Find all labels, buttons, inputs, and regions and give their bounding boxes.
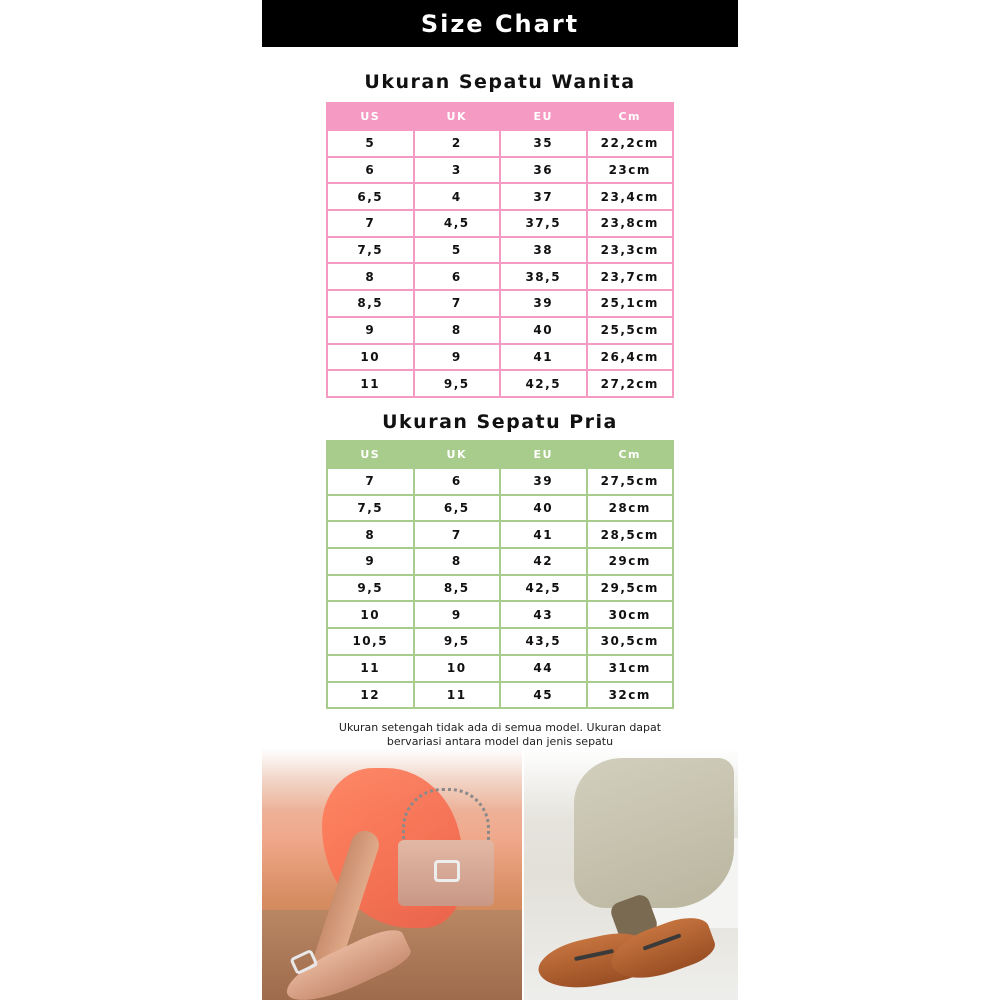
cell-uk: 4,5: [414, 210, 501, 237]
cell-us: 7: [327, 210, 414, 237]
table-row: [327, 468, 673, 495]
size-note-line: bervariasi antara model dan jenis sepatu: [386, 735, 614, 748]
cell-uk: 9,5: [414, 370, 501, 397]
cell-eu: 45: [500, 682, 587, 709]
cell-us: 7,5: [327, 237, 414, 264]
table-row: [327, 628, 673, 655]
cell-eu: 40: [500, 495, 587, 522]
cell-cm: 29,5cm: [587, 575, 674, 602]
cell-eu: 39: [500, 290, 587, 317]
cell-eu: 43: [500, 601, 587, 628]
cell-cm: 22,2cm: [587, 130, 674, 157]
women-shoes-photo: [262, 748, 522, 1000]
header-bar: [262, 0, 738, 47]
table-header-row: [327, 103, 673, 130]
men-section-title: Ukuran Sepatu Pria: [382, 411, 618, 433]
cell-uk: 7: [414, 521, 501, 548]
cell-us: 5: [327, 130, 414, 157]
cell-eu: 35: [500, 130, 587, 157]
photo-trousers: [574, 758, 734, 908]
table-row: [327, 210, 673, 237]
column-header-uk: UK: [414, 441, 501, 468]
table-row: [327, 370, 673, 397]
cell-uk: 8: [414, 548, 501, 575]
cell-us: 7,5: [327, 495, 414, 522]
size-note-line: Ukuran setengah tidak ada di semua model. Ukuran dapat: [338, 721, 662, 734]
men-size-table: [326, 440, 674, 709]
women-size-table: [326, 102, 674, 398]
table-row: [327, 344, 673, 371]
cell-cm: 28cm: [587, 495, 674, 522]
cell-us: 9: [327, 548, 414, 575]
column-header-eu: EU: [500, 441, 587, 468]
cell-cm: 23,4cm: [587, 183, 674, 210]
size-note: [262, 721, 738, 749]
photo-bag-buckle: [434, 860, 460, 882]
column-header-cm: Cm: [587, 103, 674, 130]
cell-us: 8: [327, 263, 414, 290]
table-row: [327, 130, 673, 157]
cell-us: 10,5: [327, 628, 414, 655]
cell-us: 7: [327, 468, 414, 495]
women-section-title: Ukuran Sepatu Wanita: [364, 71, 636, 93]
column-header-eu: EU: [500, 103, 587, 130]
cell-uk: 11: [414, 682, 501, 709]
cell-cm: 23,7cm: [587, 263, 674, 290]
table-row: [327, 157, 673, 184]
table-row: [327, 575, 673, 602]
cell-cm: 27,2cm: [587, 370, 674, 397]
cell-uk: 5: [414, 237, 501, 264]
cell-uk: 4: [414, 183, 501, 210]
cell-us: 10: [327, 601, 414, 628]
cell-eu: 39: [500, 468, 587, 495]
cell-eu: 36: [500, 157, 587, 184]
cell-eu: 40: [500, 317, 587, 344]
cell-cm: 25,1cm: [587, 290, 674, 317]
cell-cm: 25,5cm: [587, 317, 674, 344]
table-row: [327, 263, 673, 290]
cell-eu: 41: [500, 521, 587, 548]
cell-us: 8,5: [327, 290, 414, 317]
column-header-us: US: [327, 441, 414, 468]
cell-uk: 9: [414, 344, 501, 371]
cell-us: 9,5: [327, 575, 414, 602]
cell-eu: 41: [500, 344, 587, 371]
men-table-body: [327, 468, 673, 708]
column-header-uk: UK: [414, 103, 501, 130]
column-header-us: US: [327, 103, 414, 130]
cell-us: 6: [327, 157, 414, 184]
cell-cm: 29cm: [587, 548, 674, 575]
women-table-body: [327, 130, 673, 397]
cell-uk: 9: [414, 601, 501, 628]
cell-eu: 38: [500, 237, 587, 264]
cell-uk: 6: [414, 468, 501, 495]
cell-uk: 6: [414, 263, 501, 290]
cell-uk: 9,5: [414, 628, 501, 655]
table-row: [327, 655, 673, 682]
cell-cm: 28,5cm: [587, 521, 674, 548]
table-row: [327, 237, 673, 264]
cell-eu: 42,5: [500, 370, 587, 397]
cell-cm: 31cm: [587, 655, 674, 682]
cell-cm: 23,3cm: [587, 237, 674, 264]
table-row: [327, 548, 673, 575]
cell-eu: 43,5: [500, 628, 587, 655]
cell-eu: 38,5: [500, 263, 587, 290]
cell-eu: 37: [500, 183, 587, 210]
table-header-row: [327, 441, 673, 468]
cell-uk: 8: [414, 317, 501, 344]
cell-us: 9: [327, 317, 414, 344]
cell-eu: 44: [500, 655, 587, 682]
table-row: [327, 601, 673, 628]
cell-us: 6,5: [327, 183, 414, 210]
table-row: [327, 317, 673, 344]
table-row: [327, 682, 673, 709]
cell-cm: 30cm: [587, 601, 674, 628]
table-row: [327, 521, 673, 548]
cell-us: 12: [327, 682, 414, 709]
cell-eu: 42: [500, 548, 587, 575]
cell-cm: 23cm: [587, 157, 674, 184]
column-header-cm: Cm: [587, 441, 674, 468]
page-title: Size Chart: [420, 9, 580, 38]
cell-us: 11: [327, 655, 414, 682]
cell-cm: 26,4cm: [587, 344, 674, 371]
cell-us: 10: [327, 344, 414, 371]
cell-uk: 6,5: [414, 495, 501, 522]
cell-uk: 3: [414, 157, 501, 184]
men-shoes-photo: [524, 748, 738, 1000]
cell-cm: 23,8cm: [587, 210, 674, 237]
cell-cm: 30,5cm: [587, 628, 674, 655]
cell-uk: 8,5: [414, 575, 501, 602]
table-row: [327, 495, 673, 522]
cell-uk: 10: [414, 655, 501, 682]
cell-us: 11: [327, 370, 414, 397]
cell-cm: 27,5cm: [587, 468, 674, 495]
cell-cm: 32cm: [587, 682, 674, 709]
cell-uk: 7: [414, 290, 501, 317]
cell-eu: 37,5: [500, 210, 587, 237]
cell-us: 8: [327, 521, 414, 548]
table-row: [327, 183, 673, 210]
table-row: [327, 290, 673, 317]
cell-uk: 2: [414, 130, 501, 157]
cell-eu: 42,5: [500, 575, 587, 602]
